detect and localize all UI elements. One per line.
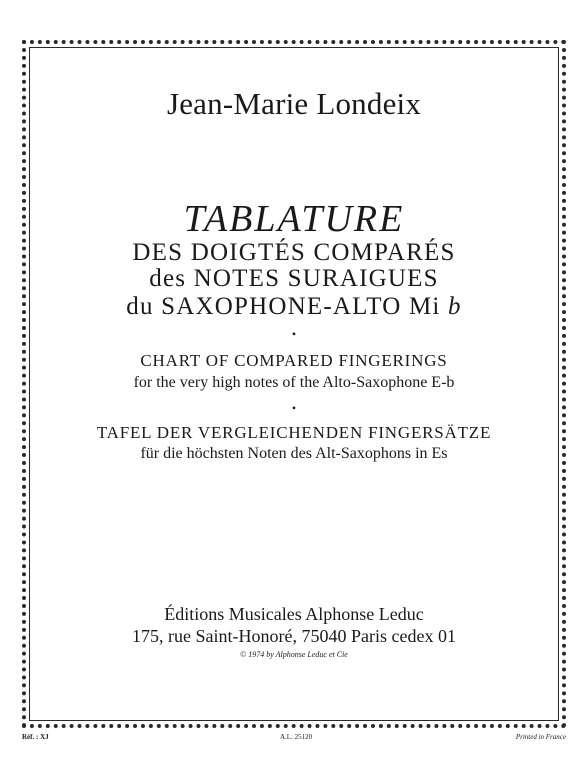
english-title: CHART OF COMPARED FINGERINGS: [140, 351, 448, 370]
copyright-notice: © 1974 by Alphonse Leduc et Cie: [240, 650, 348, 659]
french-subtitle-line-2: des NOTES SURAIGUES: [149, 265, 439, 292]
french-subtitle-line-1: DES DOIGTÉS COMPARÉS: [132, 239, 456, 266]
german-title: TAFEL DER VERGLEICHENDEN FINGERSÄTZE: [96, 423, 492, 442]
reference-code: Réf. : XJ: [22, 733, 49, 741]
catalog-number: A.L. 25120: [280, 733, 313, 741]
publisher-address: 175, rue Saint-Honoré, 75040 Paris cedex 01: [132, 626, 456, 646]
english-subtitle: for the very high notes of the Alto-Saxophone E-b: [133, 374, 455, 391]
flat-symbol: b: [448, 293, 462, 320]
composer-name: Jean-Marie Londeix: [166, 86, 422, 121]
separator-bullet: •: [291, 401, 297, 415]
french-subtitle-line-3-text: du SAXOPHONE-ALTO Mi: [126, 293, 441, 320]
publisher-name: Éditions Musicales Alphonse Leduc: [164, 604, 424, 624]
main-title: TABLATURE: [183, 198, 405, 240]
french-subtitle-line-3: [29, 294, 559, 319]
printed-in-label: Printed in France: [515, 733, 566, 741]
german-subtitle: für die höchsten Noten des Alt-Saxophons in Es: [140, 445, 448, 462]
separator-bullet: •: [291, 327, 297, 341]
